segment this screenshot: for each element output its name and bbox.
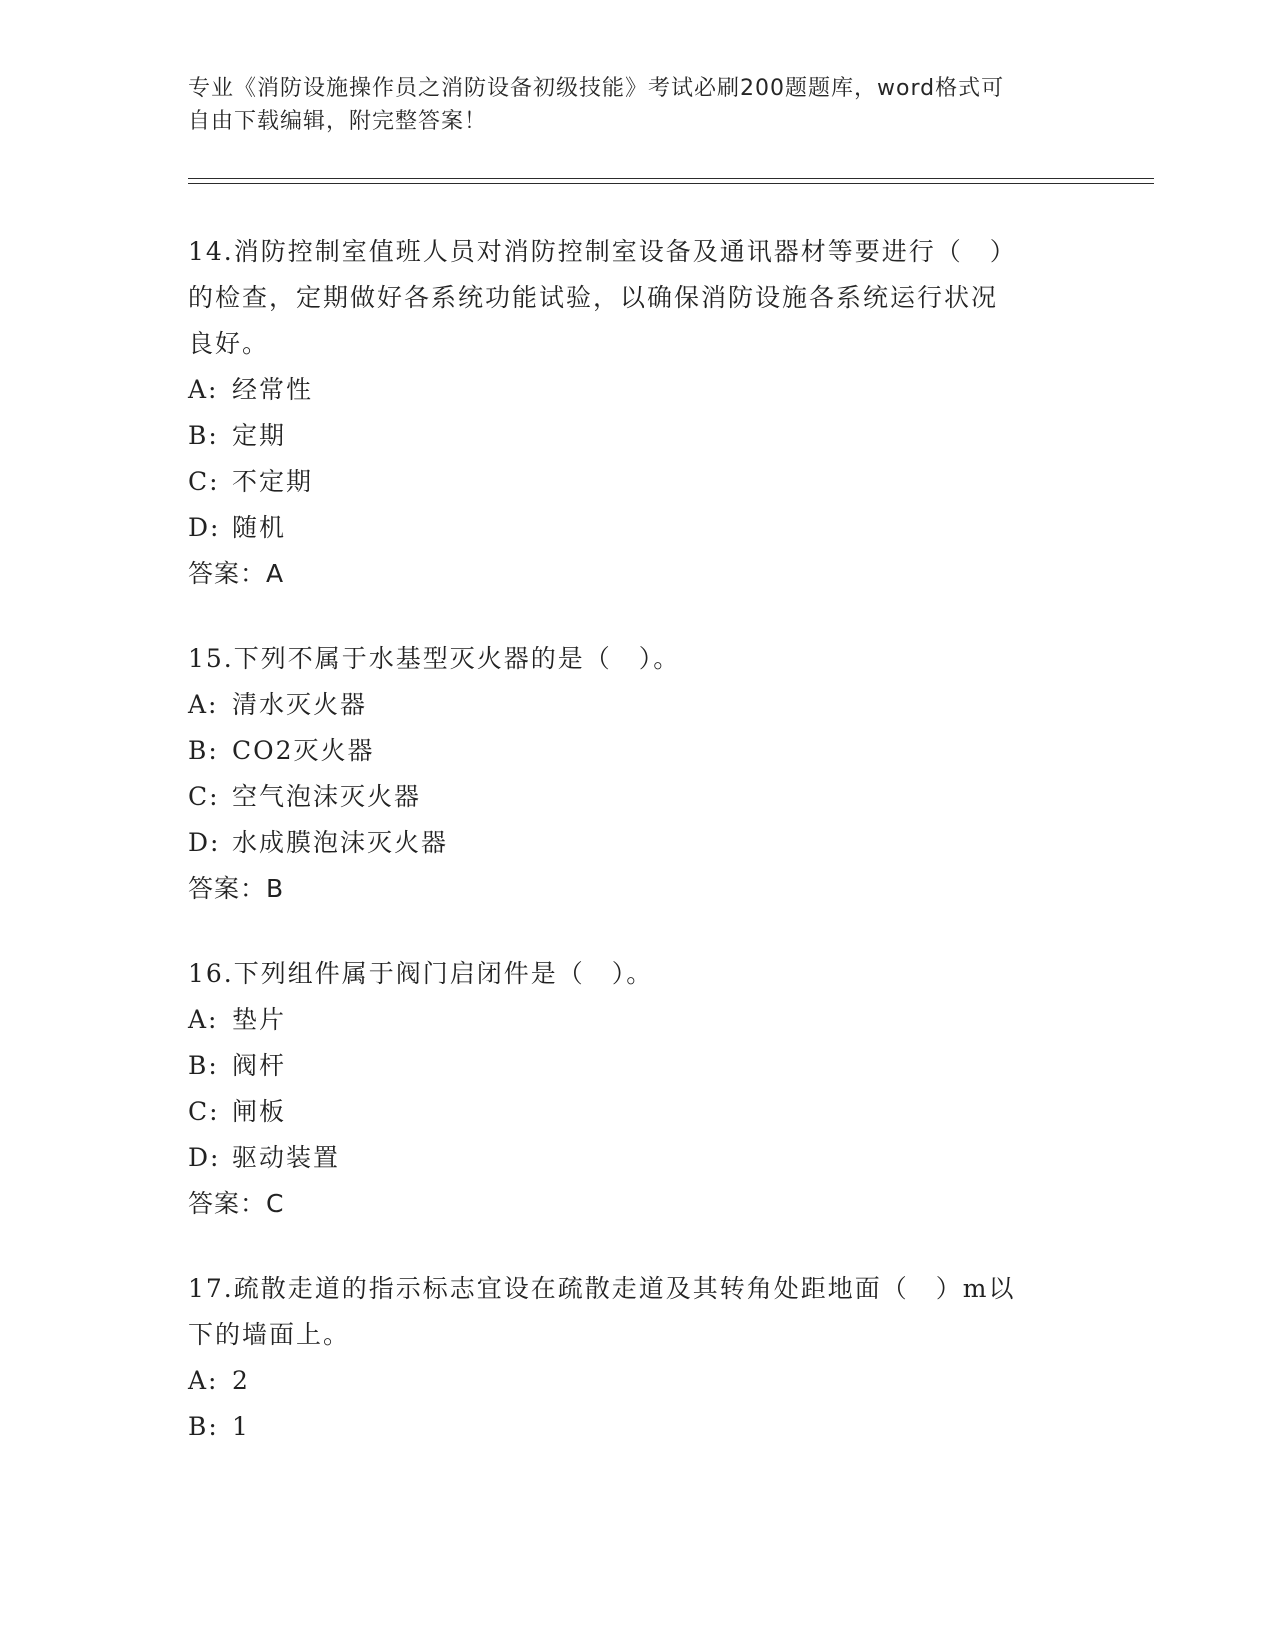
option-key: B: <box>188 1051 219 1080</box>
stem-line: 17.疏散走道的指示标志宜设在疏散走道及其转角处距地面（ ）m以 <box>188 1274 1016 1303</box>
question-14 <box>188 229 1068 597</box>
option-text: 闸板 <box>232 1097 287 1126</box>
question-16 <box>188 951 1068 1227</box>
stem-line: 良好。 <box>188 329 270 358</box>
header-title-line-1: 专业《消防设施操作员之消防设备初级技能》考试必刷200题题库，word格式可 <box>188 76 1005 101</box>
question-stem <box>188 636 1068 682</box>
option-text: 2 <box>232 1366 250 1395</box>
stem-line: 16.下列组件属于阀门启闭件是（ ）。 <box>188 959 654 988</box>
option-key: A: <box>188 375 219 404</box>
option-text: 定期 <box>232 421 287 450</box>
option-text: 空气泡沫灭火器 <box>232 782 422 811</box>
option-key: B: <box>188 1412 219 1441</box>
option-text: CO2灭火器 <box>232 736 375 765</box>
option-key: C: <box>188 782 220 811</box>
header-divider-bottom <box>188 183 1154 184</box>
answer-line: 答案：A <box>188 559 285 588</box>
question-15 <box>188 636 1068 912</box>
option-text: 水成膜泡沫灭火器 <box>232 828 449 857</box>
option-key: A: <box>188 690 219 719</box>
option-b <box>188 413 1068 459</box>
option-key: D: <box>188 513 221 542</box>
option-d <box>188 820 1068 866</box>
option-text: 经常性 <box>232 375 314 404</box>
option-d <box>188 505 1068 551</box>
header-title-line-2: 自由下载编辑，附完整答案！ <box>188 109 488 134</box>
option-key: C: <box>188 1097 220 1126</box>
stem-line: 的检查，定期做好各系统功能试验，以确保消防设施各系统运行状况 <box>188 283 999 312</box>
answer-line: 答案：B <box>188 874 285 903</box>
question-stem <box>188 229 1068 367</box>
stem-line: 15.下列不属于水基型灭火器的是（ ）。 <box>188 644 681 673</box>
option-c <box>188 1089 1068 1135</box>
stem-line: 14.消防控制室值班人员对消防控制室设备及通讯器材等要进行（ ） <box>188 237 1017 266</box>
option-key: B: <box>188 736 219 765</box>
option-key: A: <box>188 1005 219 1034</box>
option-a <box>188 682 1068 728</box>
option-d <box>188 1135 1068 1181</box>
option-key: B: <box>188 421 219 450</box>
option-text: 1 <box>232 1412 250 1441</box>
option-text: 清水灭火器 <box>232 690 368 719</box>
question-stem <box>188 1266 1068 1358</box>
option-a <box>188 1358 1068 1404</box>
document-header <box>188 72 1068 138</box>
option-a <box>188 997 1068 1043</box>
option-text: 随机 <box>232 513 287 542</box>
answer-line: 答案：C <box>188 1189 285 1218</box>
option-key: D: <box>188 828 221 857</box>
option-text: 不定期 <box>232 467 314 496</box>
option-text: 阀杆 <box>232 1051 287 1080</box>
option-text: 垫片 <box>232 1005 287 1034</box>
option-b <box>188 1404 1068 1450</box>
option-key: C: <box>188 467 220 496</box>
option-c <box>188 459 1068 505</box>
question-stem <box>188 951 1068 997</box>
option-b <box>188 1043 1068 1089</box>
stem-line: 下的墙面上。 <box>188 1320 351 1349</box>
question-list <box>188 229 1068 1489</box>
option-b <box>188 728 1068 774</box>
question-17 <box>188 1266 1068 1450</box>
option-a <box>188 367 1068 413</box>
option-text: 驱动装置 <box>232 1143 341 1172</box>
option-key: D: <box>188 1143 221 1172</box>
option-c <box>188 774 1068 820</box>
option-key: A: <box>188 1366 219 1395</box>
header-divider-top <box>188 178 1154 179</box>
